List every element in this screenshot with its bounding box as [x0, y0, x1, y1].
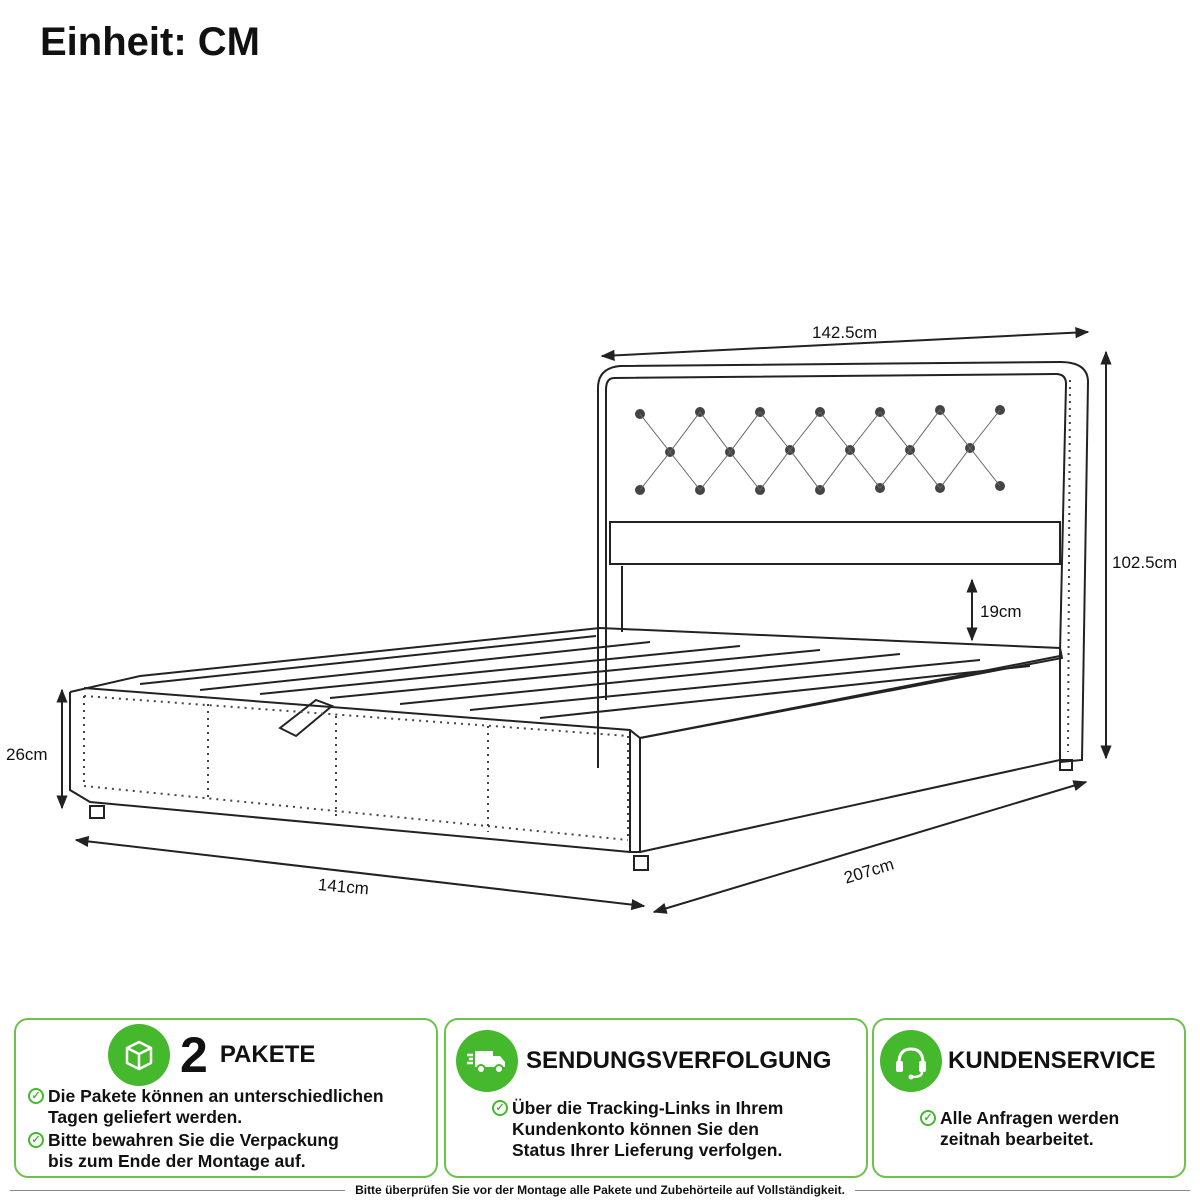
check-icon: ✓: [920, 1110, 936, 1126]
headboard-tufting: [635, 405, 1005, 495]
bullet-line: Tagen geliefert werden.: [48, 1107, 243, 1127]
unit-title: Einheit: CM: [40, 20, 260, 64]
tracking-title: SENDUNGSVERFOLGUNG: [526, 1047, 832, 1074]
dim-length: 207cm: [841, 854, 897, 888]
tracking-header: [456, 1030, 831, 1092]
bullet-line: Kundenkonto können Sie den: [512, 1119, 759, 1139]
tracking-bullet-1: [492, 1098, 783, 1161]
service-title: KUNDENSERVICE: [948, 1047, 1156, 1074]
footer-rule-left: [10, 1190, 345, 1191]
headset-icon: [880, 1030, 942, 1092]
packages-card: [14, 1018, 438, 1178]
packages-header: [108, 1024, 315, 1086]
check-icon: ✓: [492, 1100, 508, 1116]
check-icon: ✓: [28, 1132, 44, 1148]
dim-total-height: 102.5cm: [1112, 553, 1178, 572]
bed-frame: [70, 628, 1062, 738]
packages-bullet-2: [28, 1130, 339, 1172]
delivery-truck-icon: [456, 1030, 518, 1092]
headboard: [598, 362, 1088, 768]
bullet-line: zeitnah bearbeitet.: [940, 1129, 1094, 1149]
bullet-line: Alle Anfragen werden: [940, 1108, 1120, 1128]
bullet-line: Die Pakete können an unterschiedlichen: [48, 1086, 384, 1106]
service-bullet-1: [920, 1108, 1119, 1150]
bullet-line: Über die Tracking-Links in Ihrem: [512, 1098, 784, 1118]
service-card: [872, 1018, 1186, 1178]
bullet-line: Bitte bewahren Sie die Verpackung: [48, 1130, 339, 1150]
dimension-lines: [62, 332, 1106, 912]
package-box-icon: [108, 1024, 170, 1086]
bullet-line: bis zum Ende der Montage auf.: [48, 1151, 306, 1171]
service-header: [880, 1030, 1156, 1092]
dim-side-height: 26cm: [6, 745, 48, 764]
dim-front-width: 141cm: [317, 875, 370, 899]
check-icon: ✓: [28, 1088, 44, 1104]
bullet-line: Status Ihrer Lieferung verfolgen.: [512, 1140, 783, 1160]
footer-rule-right: [855, 1190, 1190, 1191]
footer-note: [0, 1180, 1200, 1200]
packages-number: 2: [180, 1027, 208, 1083]
packages-bullet-1: [28, 1086, 384, 1128]
tracking-card: [444, 1018, 868, 1178]
dim-headboard-width: 142.5cm: [812, 323, 878, 342]
footer-text: Bitte überprüfen Sie vor der Montage alle Pakete und Zubehörteile auf Vollständigkeit.: [355, 1183, 845, 1197]
packages-title: PAKETE: [219, 1041, 316, 1068]
dim-gap-height: 19cm: [980, 602, 1022, 621]
